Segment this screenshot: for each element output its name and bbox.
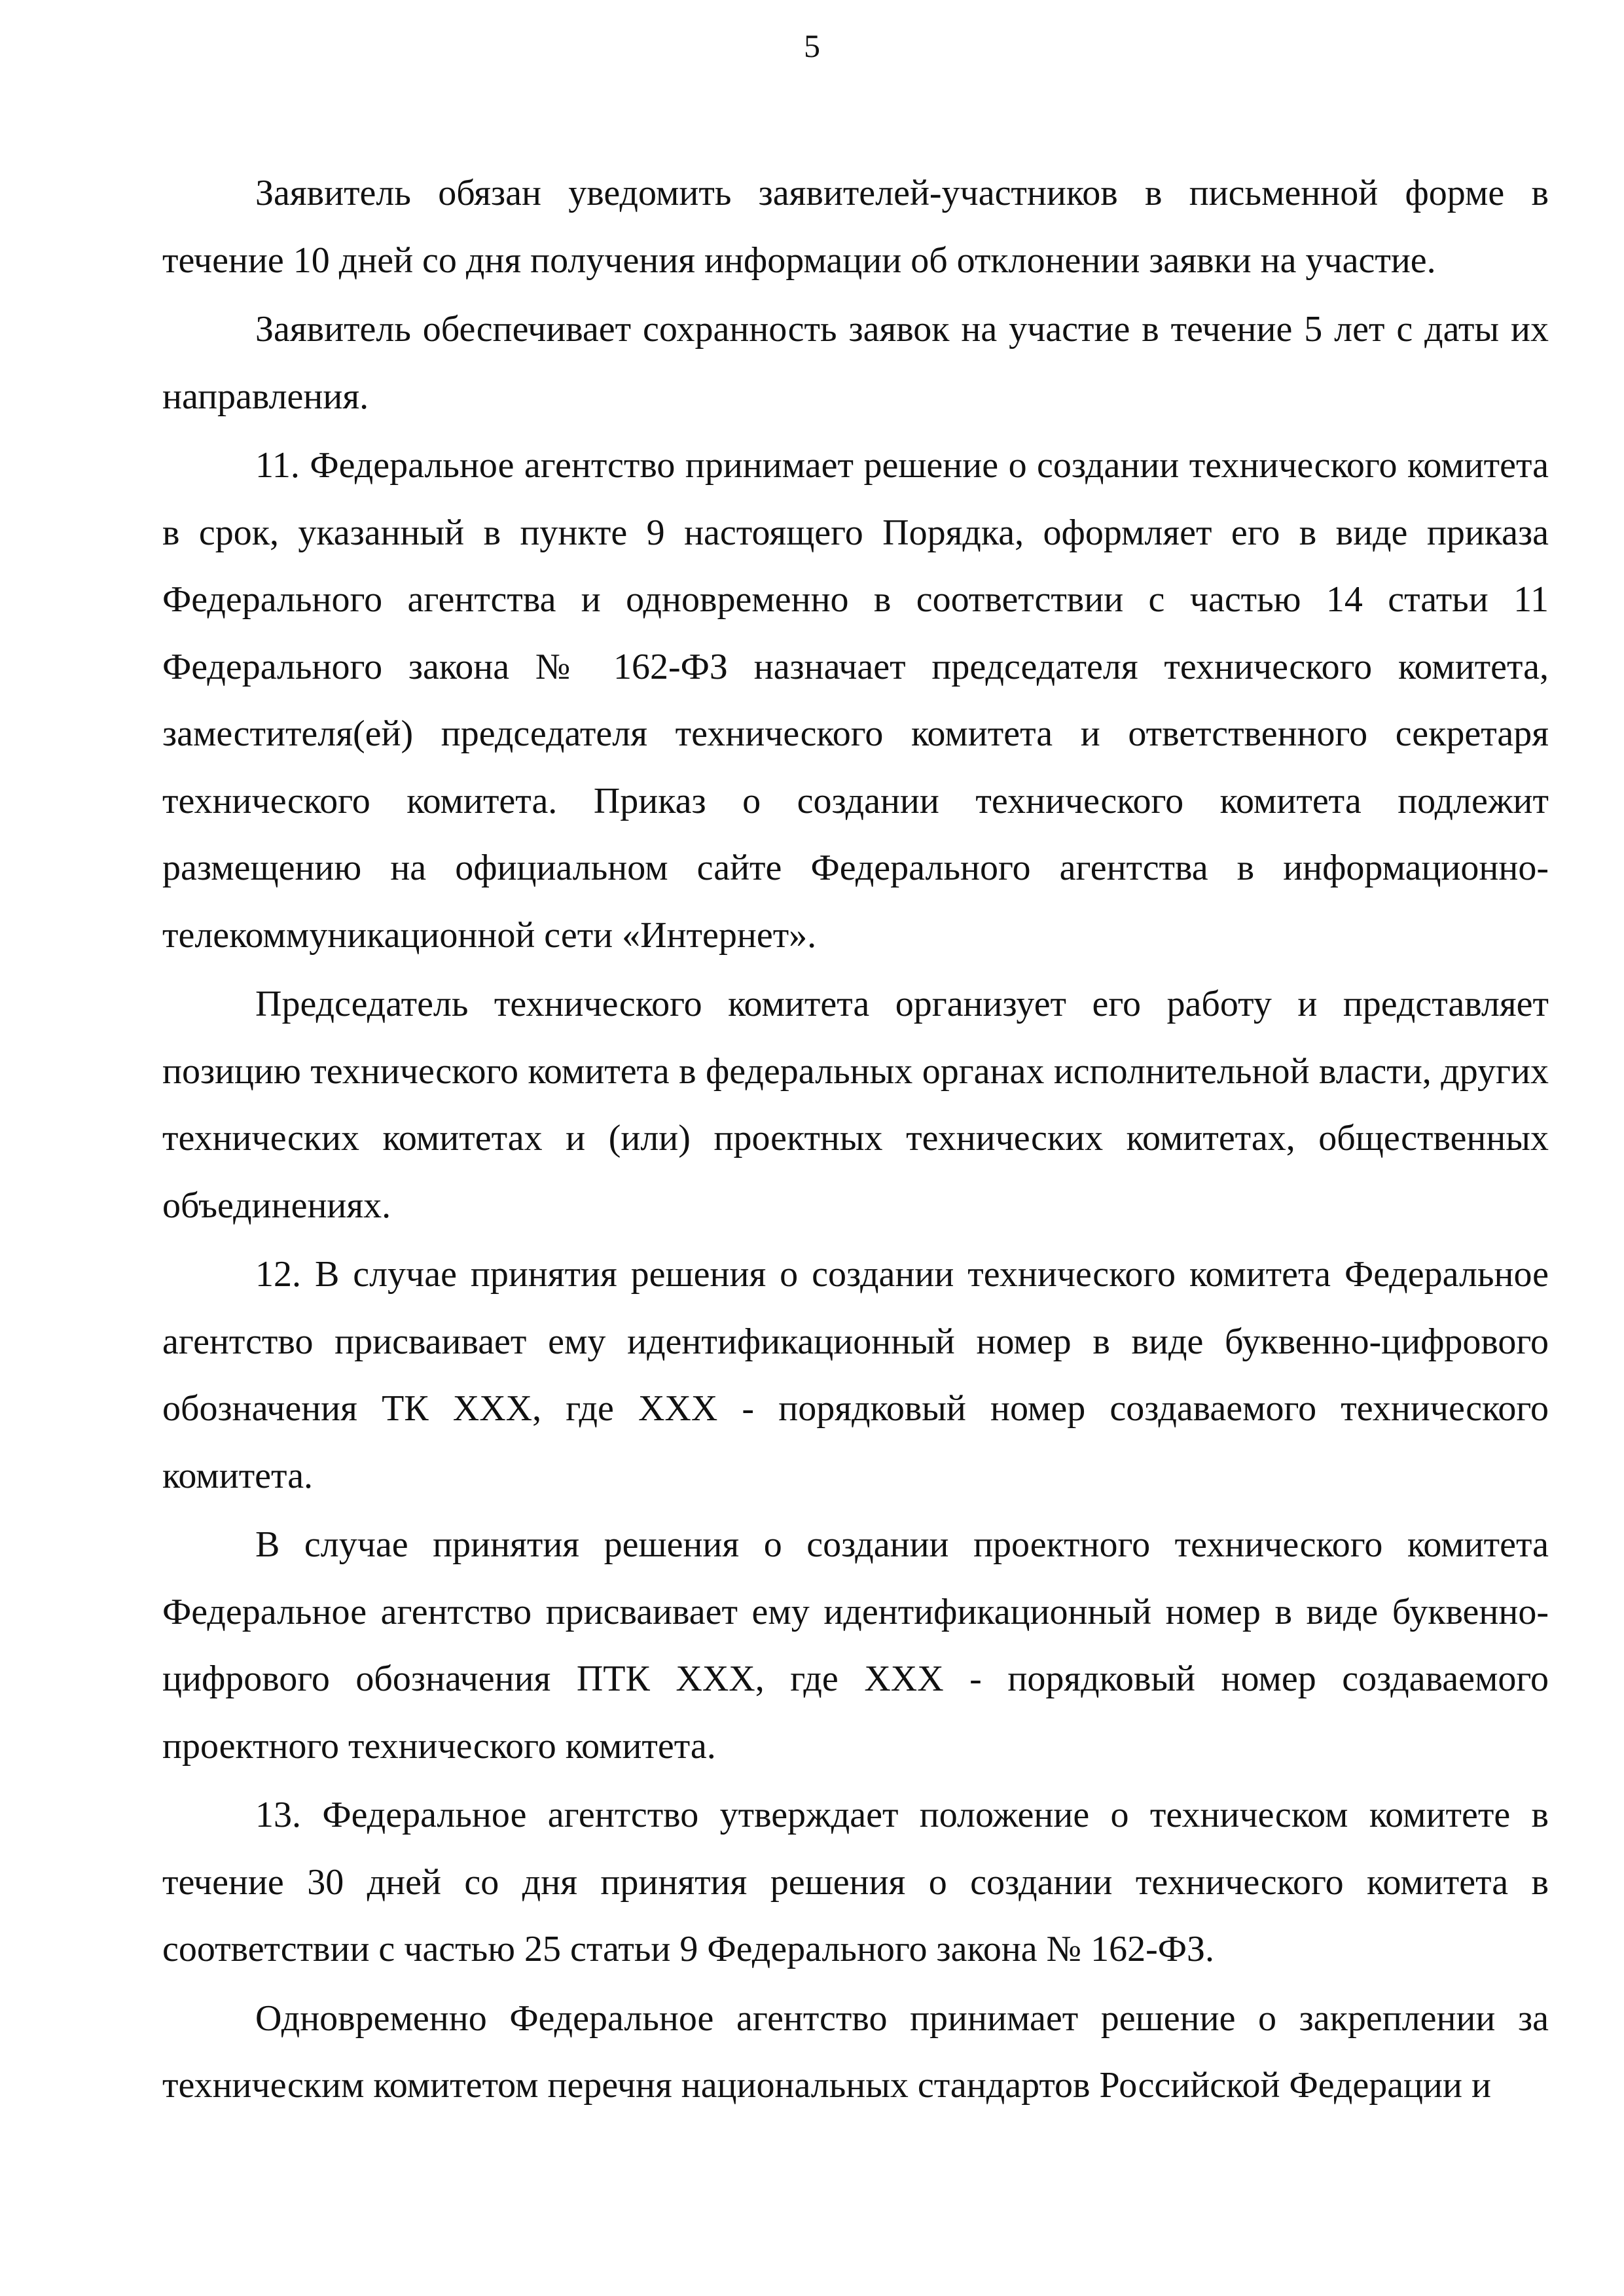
page-number: 5 bbox=[804, 27, 820, 64]
paragraph-item-12-committee-number: 12. В случае принятия решения о создании технического комитета Федеральное агентство присваивает ему идентификационный номер в виде буквенно-цифрового обозначения ТК ХХХ, где ХХХ - порядковый номер создаваемого технического комитета. bbox=[162, 1254, 1549, 1496]
paragraph-applicant-notification: Заявитель обязан уведомить заявителей-участников в письменной форме в течение 10 дней со дня получения информации об отклонении заявки на участие. bbox=[162, 173, 1549, 281]
paragraph-item-11-committee-creation: 11. Федеральное агентство принимает решение о создании технического комитета в срок, указанный в пункте 9 настоящего Порядка, оформляет его в виде приказа Федерального агентства и одновременно в соответствии с частью 14 статьи 11 Федерального закона № 162-ФЗ назначает председателя технического комитета, заместителя(ей) председателя технического комитета и ответственного секретаря технического комитета. Приказ о создании технического комитета подлежит размещению на официальном сайте Федерального агентства в информационно-телекоммуникационной сети «Интернет». bbox=[162, 445, 1549, 956]
document-body bbox=[162, 160, 1549, 2121]
paragraph-applications-retention: Заявитель обеспечивает сохранность заявок на участие в течение 5 лет с даты их направления. bbox=[162, 309, 1549, 417]
paragraph-item-13-committee-regulation: 13. Федеральное агентство утверждает положение о техническом комитете в течение 30 дней со дня принятия решения о создании технического комитета в соответствии с частью 25 статьи 9 Федерального закона № 162-ФЗ. bbox=[162, 1795, 1549, 1969]
paragraph-project-committee-number: В случае принятия решения о создании проектного технического комитета Федеральное агентство присваивает ему идентификационный номер в виде буквенно-цифрового обозначения ПТК ХХХ, где ХХХ - порядковый номер создаваемого проектного технического комитета. bbox=[162, 1524, 1549, 1767]
paragraph-committee-chairman: Председатель технического комитета организует его работу и представляет позицию технического комитета в федеральных органах исполнительной власти, других технических комитетах и (или) проектных технических комитетах, общественных объединениях. bbox=[162, 984, 1549, 1226]
paragraph-standards-assignment: Одновременно Федеральное агентство принимает решение о закреплении за техническим комитетом перечня национальных стандартов Российской Федерации и bbox=[162, 1998, 1549, 2106]
